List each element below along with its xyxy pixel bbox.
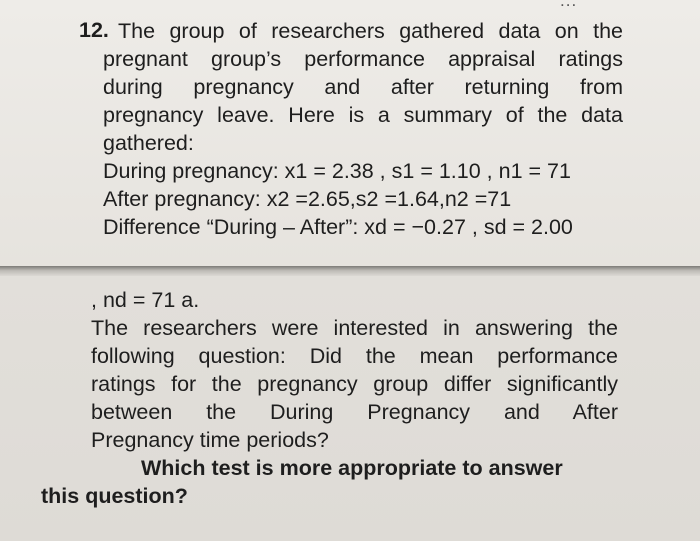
continuation-line-1: The researchers were interested in answering the	[91, 316, 618, 340]
question-line-2: pregnant group’s performance appraisal ratings	[103, 47, 623, 71]
prompt-line-1: Which test is more appropriate to answer	[141, 456, 563, 480]
question-line-3: during pregnancy and after returning from	[103, 75, 623, 99]
cut-off-text: ...	[560, 0, 578, 10]
continuation-line-4: between the During Pregnancy and After	[91, 400, 618, 424]
question-line-4: pregnancy leave. Here is a summary of the data	[103, 103, 623, 127]
page-fold-shadow	[0, 266, 700, 276]
after-pregnancy-stats: After pregnancy: x2 =2.65,s2 =1.64,n2 =71	[103, 187, 512, 211]
continuation-line-3: ratings for the pregnancy group differ significantly	[91, 372, 618, 396]
difference-stats: Difference “During – After”: xd = −0.27 , sd = 2.00	[103, 215, 573, 239]
question-number: 12.	[79, 18, 109, 42]
prompt-line-2: this question?	[41, 484, 188, 508]
continuation-line-5: Pregnancy time periods?	[91, 428, 329, 452]
question-line-5: gathered:	[103, 131, 194, 155]
question-line-1: The group of researchers gathered data on the	[118, 19, 623, 43]
nd-value-line: , nd = 71 a.	[91, 288, 200, 312]
continuation-line-2: following question: Did the mean performance	[91, 344, 618, 368]
during-pregnancy-stats: During pregnancy: x1 = 2.38 , s1 = 1.10 , n1 = 71	[103, 159, 571, 183]
